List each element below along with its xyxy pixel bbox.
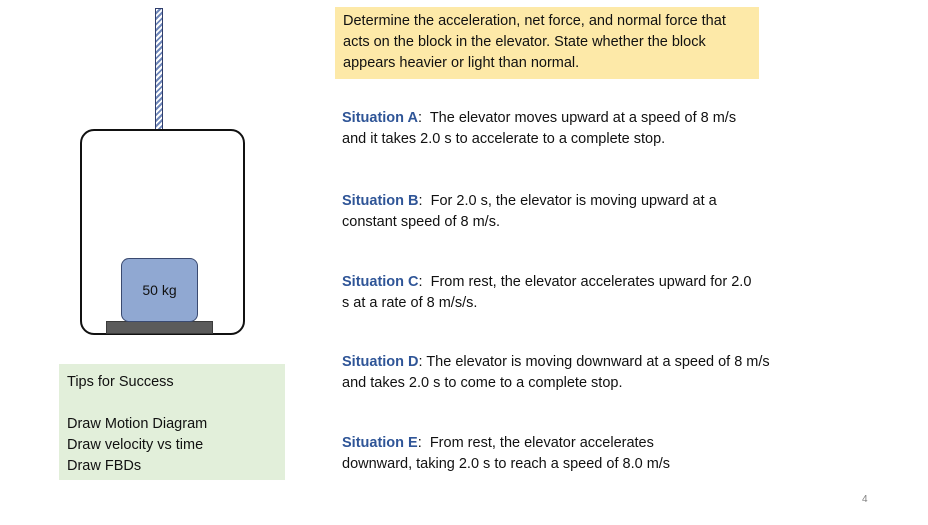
tips-title: Tips for Success — [67, 374, 174, 390]
elevator-cable — [155, 8, 163, 130]
situation-label: Situation D — [342, 354, 419, 370]
situation-label: Situation C — [342, 274, 419, 290]
situation-separator: : — [418, 274, 431, 290]
situation-label: Situation E — [342, 435, 418, 451]
question-text: Determine the acceleration, net force, and normal force that acts on the block in the elevator. State whether the block appears heavier or light than normal. — [343, 13, 726, 71]
mass-block — [121, 258, 198, 322]
situation-e — [342, 433, 722, 475]
situation-c — [342, 272, 754, 314]
situation-separator: : — [417, 435, 430, 451]
situation-text: The elevator is moving downward at a speed of 8 m/s and takes 2.0 s to come to a complete stop. — [342, 354, 770, 391]
situation-text: From rest, the elevator accelerates downward, taking 2.0 s to reach a speed of 8.0 m/s — [342, 435, 671, 472]
page-number: 4 — [862, 494, 868, 505]
situation-text: From rest, the elevator accelerates upward for 2.0 s at a rate of 8 m/s/s. — [342, 274, 752, 311]
elevator-floor-scale — [106, 321, 213, 334]
situation-label: Situation A — [342, 110, 418, 126]
tip-item: Draw Motion Diagram — [67, 416, 208, 432]
situation-text: For 2.0 s, the elevator is moving upward at a constant speed of 8 m/s. — [342, 193, 717, 230]
situation-b — [342, 191, 752, 233]
question-box — [335, 7, 759, 79]
block-mass-label: 50 kg — [142, 282, 177, 298]
situation-separator: : — [418, 193, 431, 209]
situation-a — [342, 108, 762, 150]
situation-separator: : — [417, 110, 430, 126]
situation-d — [342, 352, 782, 394]
situation-label: Situation B — [342, 193, 419, 209]
situation-separator: : — [418, 354, 427, 370]
tips-box — [59, 364, 285, 480]
tip-item: Draw velocity vs time — [67, 437, 204, 453]
tip-item: Draw FBDs — [67, 458, 142, 474]
situation-text: The elevator moves upward at a speed of 8 m/s and it takes 2.0 s to accelerate to a complete stop. — [342, 110, 737, 147]
